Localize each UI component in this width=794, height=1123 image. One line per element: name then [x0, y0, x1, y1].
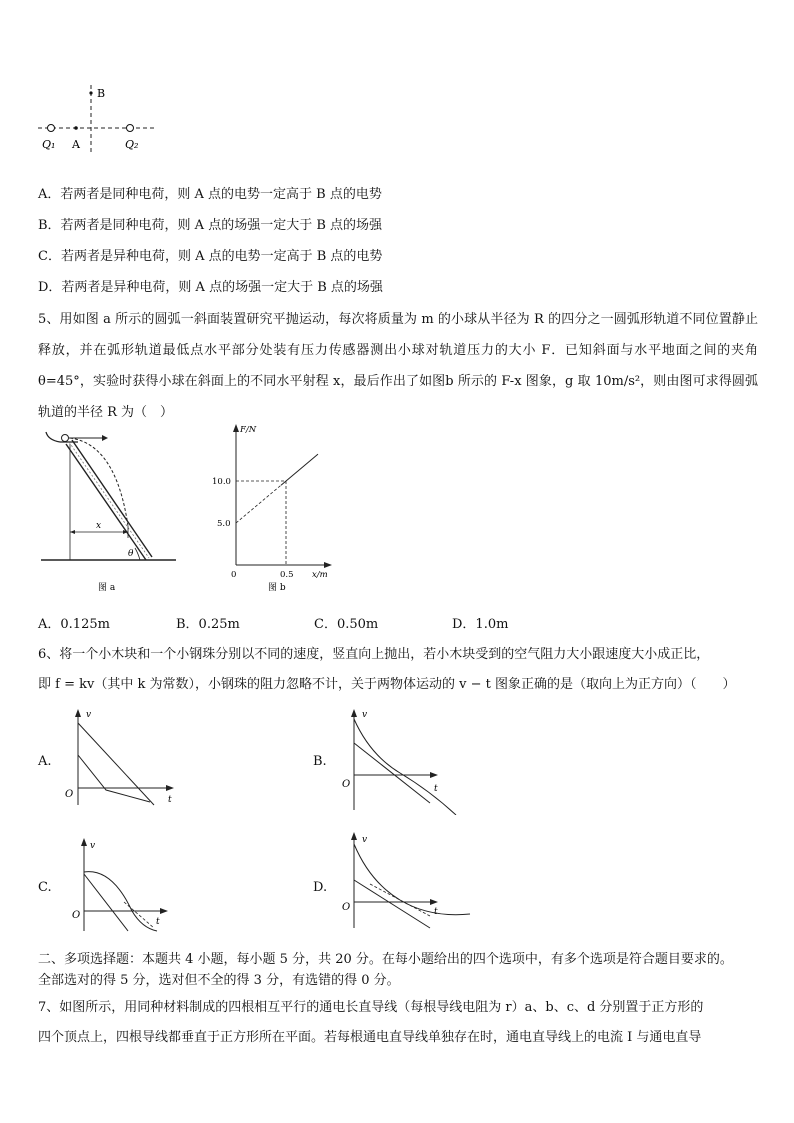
graph-b-wood-curve	[354, 719, 456, 815]
incline-edge	[72, 440, 152, 557]
ball	[62, 435, 69, 442]
figure-a-caption: 图 a	[98, 583, 116, 593]
section2-line-1: 二、多项选择题：本题共 4 小题，每小题 5 分，共 20 分。在每小题给出的四个选项中，有多个选项是符合题目要求的。	[38, 952, 733, 967]
q4-option-b: B．若两者是同种电荷，则 A 点的场强一定大于 B 点的场强	[38, 218, 383, 233]
theta-label: θ	[128, 549, 134, 559]
q1-charge	[48, 125, 55, 132]
graph-c-origin: O	[72, 910, 81, 921]
graph-d-t-arrow	[430, 899, 438, 905]
v-t-graph-b	[330, 705, 470, 815]
q6-label-a: A.	[38, 754, 52, 769]
q4-option-a: A．若两者是同种电荷，则 A 点的电势一定高于 B 点的电势	[38, 187, 382, 202]
graph-d-wood-curve	[354, 844, 470, 915]
velocity-arrowhead	[102, 435, 108, 441]
graph-c-t-arrow	[160, 908, 168, 914]
graph-b-steel-line	[354, 743, 430, 803]
y-tick-5: 5.0	[217, 519, 231, 529]
q7-line-2: 四个顶点上，四根导线都垂直于正方形所在平面。若每根通电直导线单独存在时，通电直导线上的电流 I 与通电直导	[38, 1030, 702, 1045]
graph-a-origin: O	[65, 789, 74, 800]
q6-label-c: C.	[38, 880, 52, 895]
point-a-label: A	[72, 138, 80, 151]
chart-x-label: x/m	[312, 570, 328, 580]
graph-a-v-label: v	[86, 710, 92, 720]
figure-b-chart	[200, 420, 335, 600]
graph-d-v-label: v	[362, 835, 368, 845]
q5-option-b: B．0.25m	[176, 617, 240, 632]
trajectory	[70, 438, 128, 526]
graph-c-v-arrow	[81, 838, 87, 846]
q6-label-b: B.	[313, 754, 327, 769]
range-label: x	[96, 521, 102, 531]
chart-x-arrow	[324, 562, 332, 568]
q1-label: Q₁	[42, 138, 56, 151]
graph-d-steel-line	[354, 880, 430, 928]
graph-c-steel-line	[84, 874, 128, 931]
range-arrow-left	[70, 530, 75, 534]
point-a-dot	[74, 126, 78, 130]
graph-a-t-arrow	[166, 785, 174, 791]
section2-line-2: 全部选对的得 5 分，选对但不全的得 3 分，有选错的得 0 分。	[38, 973, 400, 988]
incline-surface	[66, 444, 146, 560]
q5-option-a: A．0.125m	[38, 617, 110, 632]
graph-b-t-arrow	[430, 772, 438, 778]
q4-option-d: D．若两者是异种电荷，则 A 点的场强一定大于 B 点的场强	[38, 280, 383, 295]
graph-a-v-arrow	[75, 709, 81, 717]
graph-b-t-label: t	[434, 784, 438, 794]
graph-c-tangent	[124, 902, 154, 928]
figure-b-caption: 图 b	[268, 583, 286, 593]
graph-d-v-arrow	[351, 832, 357, 840]
q2-charge	[127, 125, 134, 132]
q7-line-1: 7、如图所示，用同种材料制成的四根相互平行的通电长直导线（每根导线电阻为 r）a、b、c、d 分别置于正方形的	[38, 1000, 704, 1015]
v-t-graph-c	[62, 836, 182, 936]
v-t-graph-a	[60, 705, 180, 810]
dashed-guide-intercept	[236, 485, 281, 523]
x-tick-0-5: 0.5	[280, 570, 294, 580]
point-b-label: B	[97, 87, 106, 100]
arc-track	[46, 432, 60, 442]
chart-y-label: F/N	[240, 425, 257, 435]
q4-option-c: C．若两者是异种电荷，则 A 点的电势一定高于 B 点的电势	[38, 249, 383, 264]
graph-d-origin: O	[342, 902, 351, 913]
y-tick-10: 10.0	[212, 477, 231, 487]
figure-a	[36, 420, 181, 600]
charge-figure	[30, 80, 170, 155]
graph-c-t-label: t	[156, 917, 160, 927]
q5-text: 5、用如图 a 所示的圆弧一斜面装置研究平抛运动，每次将质量为 m 的小球从半径为 R 的四分之一圆弧形轨道不同位置静止释放，并在弧形轨道最低点水平部分处装有压力传感器测出小球对轨道压力的大小 F．已知斜面与水平地面之间的夹角 θ=45°，实验时获得小球在斜面上的不同水平射程 x，最后作出了如图b 所示的 F-x 图象，g 取 10m/s²，则由图可求得圆弧轨道的半径 R 为（ ）	[38, 312, 758, 420]
q5-option-c: C．0.50m	[314, 617, 379, 632]
point-b-dot	[89, 91, 92, 94]
graph-b-v-arrow	[351, 709, 357, 717]
graph-b-v-label: v	[362, 710, 368, 720]
f-x-data-line	[281, 454, 318, 485]
v-t-graph-d	[330, 830, 480, 930]
graph-d-t-label: t	[434, 907, 438, 917]
q5-option-d: D．1.0m	[452, 617, 509, 632]
incline-hatch	[69, 442, 149, 558]
chart-y-arrow	[233, 424, 239, 432]
graph-c-v-label: v	[90, 841, 96, 851]
q2-label: Q₂	[125, 138, 139, 151]
chart-origin-label: 0	[231, 570, 237, 580]
q6-line-1: 6、将一个小木块和一个小钢珠分别以不同的速度，竖直向上抛出，若小木块受到的空气阻力大小跟速度大小成正比，	[38, 647, 710, 662]
q6-label-d: D.	[313, 880, 328, 895]
graph-b-origin: O	[342, 779, 351, 790]
q6-line-2: 即 f = kv（其中 k 为常数），小钢珠的阻力忽略不计，关于两物体运动的 v − t 图象正确的是（取向上为正方向）（ ）	[38, 677, 736, 692]
graph-a-t-label: t	[168, 795, 172, 805]
